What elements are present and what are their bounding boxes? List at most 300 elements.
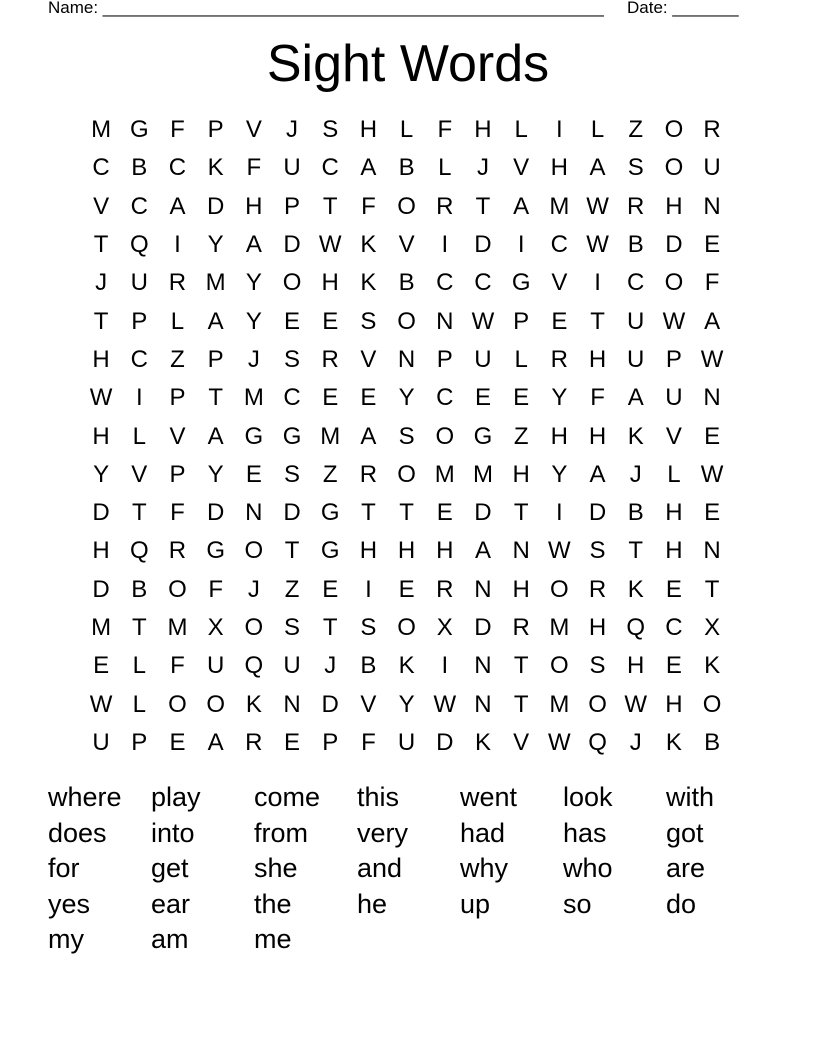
grid-letter: K [207,154,224,182]
grid-letter: O [397,307,416,335]
grid-letter: Y [245,307,262,335]
grid-row [82,532,732,570]
grid-letter: W [700,345,724,373]
grid-letter: G [244,422,264,450]
grid-letter: K [665,728,682,756]
grid-letter: K [474,728,491,756]
grid-letter: N [512,537,530,565]
word-bank-item: had [460,817,506,848]
grid-letter: D [665,231,683,259]
grid-letter: U [665,384,683,412]
grid-letter: S [398,422,415,450]
word-bank-item: from [254,817,308,848]
grid-letter: Q [626,614,646,641]
grid-letter: M [91,116,112,144]
grid-letter: O [244,614,264,641]
grid-letter: A [704,307,721,335]
word-bank-item: are [666,853,706,884]
grid-letter: E [169,728,186,756]
grid-letter: A [360,422,377,450]
grid-letter: V [513,154,530,182]
grid-letter: S [360,307,377,335]
grid-letter: G [206,537,225,565]
word-bank [48,780,768,958]
grid-letter: R [627,192,645,220]
grid-letter: E [513,384,530,412]
grid-letter: Q [588,728,607,756]
grid-letter: D [206,192,225,220]
grid-row [82,456,732,494]
grid-letter: T [628,537,644,565]
grid-row [82,149,732,187]
grid-letter: E [704,422,721,450]
grid-letter: P [322,728,339,756]
grid-letter: V [245,116,262,144]
grid-letter: E [93,652,110,680]
grid-letter: Z [322,460,338,488]
grid-letter: C [130,192,148,220]
grid-letter: G [511,269,531,297]
grid-letter: Y [551,460,568,488]
grid-row [82,379,732,417]
grid-letter: O [244,537,264,565]
grid-letter: M [549,690,570,718]
grid-letter: N [703,384,721,412]
grid-letter: U [92,728,110,756]
word-bank-item: where [48,782,122,812]
grid-letter: S [284,460,301,488]
grid-letter: S [589,652,606,680]
grid-letter: M [91,614,112,641]
grid-letter: C [627,269,645,297]
grid-row [82,264,732,302]
word-bank-item: look [563,782,613,812]
grid-row [82,685,732,723]
grid-letter: O [435,422,455,450]
grid-letter: A [169,192,186,220]
grid-row [82,647,732,685]
grid-letter: T [284,537,300,565]
grid-letter: N [397,345,416,373]
grid-letter: M [472,460,493,488]
grid-letter: N [474,575,492,603]
grid-letter: V [398,231,415,259]
grid-letter: T [361,499,376,527]
grid-letter: R [321,345,339,373]
grid-letter: H [512,460,530,488]
grid-letter: O [397,460,416,488]
grid-letter: R [168,537,187,565]
grid-letter: W [586,231,609,259]
word-bank-item: so [563,888,592,919]
grid-letter: T [131,499,147,527]
grid-letter: H [550,154,569,182]
grid-letter: M [549,192,570,220]
grid-letter: R [245,728,263,756]
word-bank-item: has [563,817,607,848]
grid-letter: D [206,499,225,527]
grid-letter: N [283,690,301,718]
grid-letter: L [132,690,146,718]
word-bank-item: into [151,817,195,848]
grid-letter: B [398,269,415,297]
name-field-label: Name: _____________________________________________________ [48,0,604,17]
grid-letter: A [207,422,224,450]
grid-letter: M [549,614,570,641]
grid-letter: Z [628,116,644,144]
word-search-grid [82,111,732,762]
grid-letter: H [550,422,569,450]
word-bank-item: very [357,817,409,848]
grid-letter: Y [398,384,415,412]
grid-letter: F [361,728,376,756]
grid-letter: E [474,384,491,412]
grid-letter: T [93,231,109,259]
grid-letter: O [664,154,684,182]
grid-letter: L [132,652,146,680]
grid-letter: O [550,652,569,680]
grid-letter: H [665,690,683,718]
grid-letter: Z [170,345,185,373]
grid-letter: U [206,652,225,680]
grid-letter: P [169,384,186,412]
grid-letter: M [434,460,455,488]
grid-letter: H [321,269,339,297]
grid-letter: Y [207,460,224,488]
grid-letter: T [590,307,605,335]
word-bank-item: got [666,817,704,848]
grid-letter: N [474,690,492,718]
word-bank-item: does [48,817,107,848]
word-bank-item: my [48,924,84,955]
grid-letter: J [324,652,337,680]
grid-row [82,341,732,379]
grid-letter: Q [244,652,264,680]
grid-letter: W [548,537,571,565]
grid-letter: I [441,652,449,680]
word-bank-item: do [666,888,697,919]
grid-letter: D [283,231,301,259]
grid-letter: P [207,345,224,373]
grid-letter: H [245,192,263,220]
grid-letter: E [436,499,453,527]
grid-letter: D [588,499,607,527]
grid-letter: E [665,652,682,680]
grid-letter: Z [284,575,300,603]
grid-letter: O [397,614,416,641]
grid-letter: S [284,345,301,373]
grid-letter: H [359,537,378,565]
grid-letter: K [704,652,721,680]
grid-letter: P [513,307,530,335]
grid-letter: P [436,345,453,373]
grid-letter: U [283,652,301,680]
word-bank-item: for [48,853,80,884]
word-bank-item: he [357,888,388,919]
page-title: Sight Words [266,35,550,93]
word-bank-item: who [563,853,613,884]
grid-letter: N [474,652,492,680]
grid-letter: I [556,499,563,527]
grid-letter: N [703,537,721,565]
grid-letter: C [665,614,683,641]
word-bank-item: and [357,853,403,884]
grid-letter: J [95,269,108,297]
grid-letter: I [594,269,601,297]
grid-letter: K [360,269,377,297]
grid-letter: K [627,575,644,603]
grid-letter: D [474,231,492,259]
grid-letter: T [704,575,720,603]
grid-letter: H [665,499,683,527]
grid-letter: G [473,422,493,450]
grid-letter: H [665,537,683,565]
grid-letter: U [283,154,301,182]
grid-letter: E [322,575,339,603]
grid-letter: T [93,307,109,335]
grid-letter: P [169,460,186,488]
grid-letter: G [129,116,149,144]
grid-letter: B [627,499,644,527]
grid-letter: A [589,460,606,488]
grid-letter: L [514,345,528,373]
grid-row [82,494,732,532]
grid-letter: H [588,345,607,373]
grid-letter: O [664,269,684,297]
grid-letter: M [167,614,188,641]
grid-letter: T [513,690,529,718]
grid-letter: B [704,728,721,756]
grid-letter: X [436,614,453,641]
word-bank-item: yes [48,888,91,919]
grid-letter: F [361,192,376,220]
grid-letter: H [436,537,454,565]
word-bank-item: the [254,888,292,919]
grid-letter: J [629,728,642,756]
grid-letter: P [131,728,148,756]
grid-letter: C [283,384,301,412]
grid-letter: H [92,422,110,450]
word-bank-item: why [460,853,509,884]
grid-letter: Y [398,690,415,718]
word-bank-item: this [357,782,400,812]
grid-letter: V [93,192,110,220]
grid-letter: O [664,116,684,144]
grid-letter: V [513,728,530,756]
grid-letter: O [282,269,302,297]
grid-letter: W [700,460,724,488]
grid-letter: T [322,192,338,220]
grid-letter: S [284,614,301,641]
grid-letter: D [92,499,110,527]
grid-letter: A [474,537,491,565]
grid-letter: S [589,537,606,565]
grid-letter: H [92,537,110,565]
grid-letter: L [438,154,452,182]
grid-letter: H [588,422,607,450]
grid-letter: J [286,116,299,144]
grid-letter: X [704,614,721,641]
grid-letter: W [662,307,686,335]
word-bank-item: come [254,782,321,812]
grid-row [82,302,732,340]
grid-letter: U [474,345,492,373]
grid-letter: V [551,269,568,297]
grid-row [82,111,732,149]
grid-letter: Y [207,231,224,259]
grid-letter: L [399,116,414,144]
grid-letter: Y [245,269,262,297]
grid-letter: L [590,116,605,144]
grid-letter: F [170,116,185,144]
grid-letter: E [551,307,568,335]
grid-letter: A [627,384,644,412]
grid-letter: R [512,614,530,641]
word-bank-item: get [151,853,189,884]
grid-letter: U [397,728,416,756]
grid-letter: H [92,345,110,373]
grid-letter: D [92,575,110,603]
grid-letter: O [397,192,416,220]
grid-letter: O [702,690,722,718]
grid-letter: B [627,231,644,259]
grid-letter: O [550,575,569,603]
grid-letter: J [476,154,489,182]
grid-letter: P [207,116,224,144]
grid-letter: E [284,728,301,756]
grid-letter: R [359,460,378,488]
grid-letter: E [665,575,682,603]
grid-letter: E [704,231,721,259]
grid-letter: F [246,154,262,182]
grid-letter: A [245,231,262,259]
grid-letter: U [627,345,645,373]
grid-letter: H [512,575,530,603]
grid-letter: G [320,499,340,527]
grid-row [82,417,732,455]
grid-letter: P [284,192,301,220]
grid-letter: E [322,307,339,335]
grid-letter: T [513,652,529,680]
grid-letter: P [131,307,148,335]
grid-letter: O [588,690,607,718]
grid-letter: K [398,652,415,680]
grid-letter: E [360,384,377,412]
grid-letter: S [360,614,377,641]
grid-letter: N [245,499,263,527]
grid-letter: E [245,460,262,488]
grid-letter: T [208,384,223,412]
grid-letter: K [360,231,377,259]
grid-letter: J [247,575,260,603]
grid-letter: R [436,575,454,603]
grid-letter: A [207,307,224,335]
grid-letter: I [517,231,525,259]
grid-letter: F [590,384,605,412]
grid-letter: I [556,116,563,144]
grid-letter: K [245,690,262,718]
grid-letter: E [704,499,721,527]
grid-letter: T [131,614,147,641]
grid-letter: H [359,116,378,144]
grid-letter: T [513,499,529,527]
grid-letter: N [436,307,454,335]
grid-row [82,724,732,762]
grid-row [82,226,732,264]
grid-letter: F [208,575,223,603]
grid-letter: C [436,384,454,412]
grid-letter: A [360,154,377,182]
grid-letter: E [398,575,415,603]
grid-letter: D [321,690,339,718]
grid-letter: E [322,384,339,412]
grid-letter: B [398,154,415,182]
grid-letter: L [132,422,146,450]
grid-letter: L [667,460,681,488]
word-bank-item: up [460,888,491,919]
grid-letter: Q [129,537,149,565]
grid-letter: C [436,269,454,297]
grid-letter: K [627,422,644,450]
grid-letter: A [513,192,530,220]
grid-row [82,571,732,609]
word-bank-item: am [151,924,189,955]
grid-letter: R [550,345,569,373]
grid-letter: R [436,192,454,220]
grid-letter: U [130,269,148,297]
grid-letter: H [627,652,645,680]
grid-letter: W [433,690,457,718]
word-bank-item: ear [151,888,191,919]
grid-letter: N [703,192,721,220]
grid-letter: M [320,422,341,450]
word-bank-item: she [254,853,298,884]
word-bank-item: with [666,782,715,812]
grid-letter: R [168,269,187,297]
grid-letter: A [589,154,606,182]
grid-letter: C [474,269,492,297]
grid-letter: F [170,499,185,527]
grid-letter: I [365,575,372,603]
grid-letter: W [89,690,113,718]
grid-letter: M [243,384,264,412]
grid-letter: H [665,192,683,220]
grid-letter: D [283,499,301,527]
grid-letter: C [130,345,148,373]
grid-letter: I [174,231,181,259]
grid-letter: I [441,231,449,259]
grid-letter: U [627,307,645,335]
grid-letter: S [627,154,644,182]
grid-letter: S [322,116,339,144]
grid-letter: C [168,154,187,182]
grid-letter: G [282,422,302,450]
grid-letter: V [665,422,682,450]
grid-letter: W [471,307,495,335]
grid-letter: Y [93,460,110,488]
grid-letter: E [284,307,301,335]
grid-letter: W [586,192,609,220]
grid-letter: W [548,728,571,756]
grid-letter: J [629,460,642,488]
grid-letter: C [92,154,110,182]
grid-letter: J [247,345,260,373]
grid-letter: D [474,499,492,527]
grid-letter: B [360,652,377,680]
grid-letter: H [588,614,607,641]
grid-letter: Y [551,384,568,412]
grid-letter: T [399,499,414,527]
